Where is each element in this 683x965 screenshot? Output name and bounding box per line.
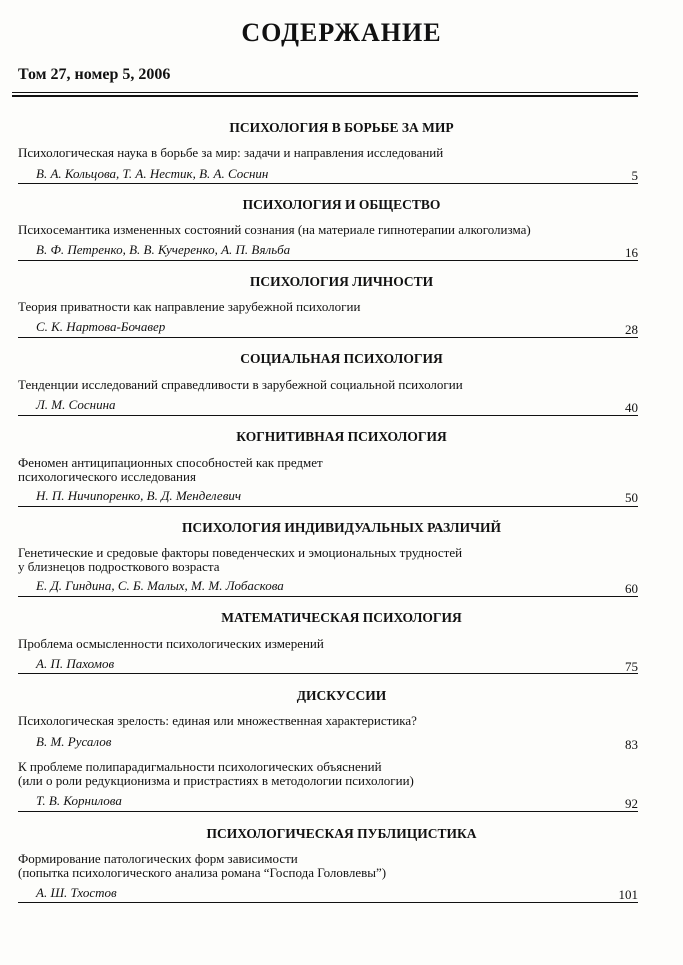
article-rule bbox=[18, 337, 638, 338]
section-heading: ДИСКУССИИ bbox=[296, 688, 387, 703]
section-heading: МАТЕМАТИЧЕСКАЯ ПСИХОЛОГИЯ bbox=[221, 610, 462, 625]
article-authors: В. А. Кольцова, Т. А. Нестик, В. А. Соснин bbox=[36, 166, 269, 181]
section-heading: ПСИХОЛОГИЯ ИНДИВИДУАЛЬНЫХ РАЗЛИЧИЙ bbox=[181, 520, 502, 535]
header-rule-top bbox=[12, 92, 638, 93]
article-page: 60 bbox=[625, 581, 638, 596]
article-authors: Е. Д. Гиндина, С. Б. Малых, М. М. Лобаскова bbox=[36, 578, 284, 593]
article-rule bbox=[18, 506, 638, 507]
section-heading: КОГНИТИВНАЯ ПСИХОЛОГИЯ bbox=[236, 429, 447, 444]
article-title: К проблеме полипарадигмальности психологических объяснений bbox=[18, 759, 382, 774]
article-authors: Л. М. Соснина bbox=[36, 397, 116, 412]
article-page: 50 bbox=[625, 490, 638, 505]
article-page: 75 bbox=[625, 659, 638, 674]
article-title: Формирование патологических форм зависимости bbox=[18, 851, 298, 866]
article-page: 16 bbox=[625, 245, 638, 260]
section-heading: ПСИХОЛОГИЧЕСКАЯ ПУБЛИЦИСТИКА bbox=[206, 826, 477, 841]
article-authors: Н. П. Ничипоренко, В. Д. Менделевич bbox=[36, 488, 242, 503]
article-title: Феномен антиципационных способностей как предмет bbox=[18, 455, 323, 470]
issue-info: Том 27, номер 5, 2006 bbox=[18, 66, 171, 83]
article-rule bbox=[18, 596, 638, 597]
section-heading: СОЦИАЛЬНАЯ ПСИХОЛОГИЯ bbox=[240, 351, 443, 366]
article-authors: С. К. Нартова-Бочавер bbox=[36, 319, 166, 334]
article-authors: Т. В. Корнилова bbox=[36, 793, 122, 808]
article-title: Генетические и средовые факторы поведенческих и эмоциональных трудностей bbox=[18, 545, 463, 560]
article-rule bbox=[18, 183, 638, 184]
header-rule-bottom bbox=[12, 95, 638, 97]
article-rule bbox=[18, 811, 638, 812]
article-title-cont: психологического исследования bbox=[18, 469, 196, 484]
article-page: 40 bbox=[625, 400, 638, 415]
article-title: Психосемантика измененных состояний сознания (на материале гипнотерапии алкоголизма) bbox=[18, 222, 531, 237]
section-heading: ПСИХОЛОГИЯ И ОБЩЕСТВО bbox=[242, 197, 441, 212]
article-authors: А. Ш. Тхостов bbox=[36, 885, 117, 900]
article-title: Психологическая зрелость: единая или множественная характеристика? bbox=[18, 713, 417, 728]
article-rule bbox=[18, 673, 638, 674]
article-title: Теория приватности как направление зарубежной психологии bbox=[18, 299, 361, 314]
article-page: 28 bbox=[625, 322, 638, 337]
article-page: 83 bbox=[625, 737, 638, 752]
article-title: Тенденции исследований справедливости в зарубежной социальной психологии bbox=[18, 377, 463, 392]
article-authors: А. П. Пахомов bbox=[36, 656, 115, 671]
article-rule bbox=[18, 260, 638, 261]
article-rule bbox=[18, 415, 638, 416]
article-page: 5 bbox=[631, 168, 638, 183]
article-title: Психологическая наука в борьбе за мир: задачи и направления исследований bbox=[18, 145, 444, 160]
article-page: 101 bbox=[618, 887, 638, 902]
article-authors: В. М. Русалов bbox=[36, 734, 112, 749]
article-title-cont: у близнецов подросткового возраста bbox=[18, 559, 220, 574]
article-authors: В. Ф. Петренко, В. В. Кучеренко, А. П. Вяльба bbox=[36, 242, 291, 257]
page-title: СОДЕРЖАНИЕ bbox=[241, 18, 442, 47]
article-title-cont: (или о роли редукционизма и пристрастиях в методологии психологии) bbox=[18, 773, 414, 788]
article-title: Проблема осмысленности психологических измерений bbox=[18, 636, 324, 651]
section-heading: ПСИХОЛОГИЯ ЛИЧНОСТИ bbox=[249, 274, 434, 289]
article-page: 92 bbox=[625, 796, 638, 811]
article-rule bbox=[18, 902, 638, 903]
article-title-cont: (попытка психологического анализа романа “Господа Головлевы”) bbox=[18, 865, 387, 880]
section-heading: ПСИХОЛОГИЯ В БОРЬБЕ ЗА МИР bbox=[229, 120, 454, 135]
